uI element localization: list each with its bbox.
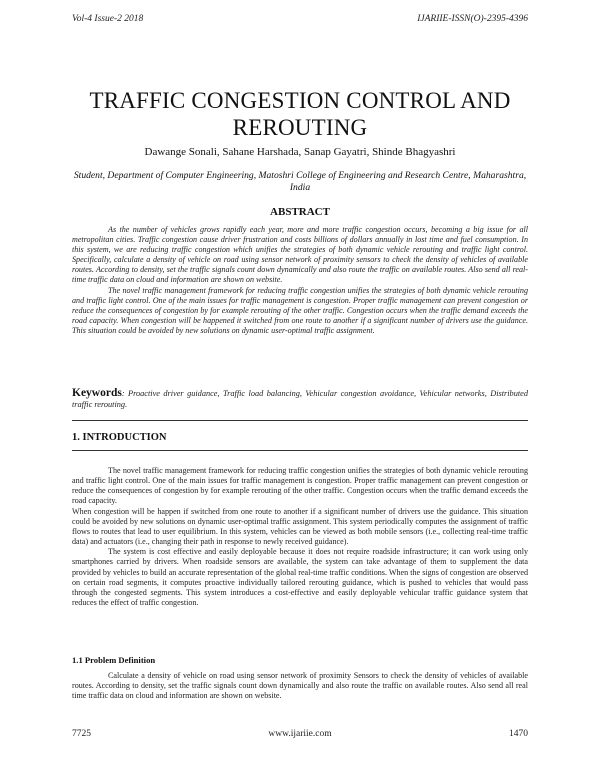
author-affiliation: Student, Department of Computer Engineering, Matoshri College of Engineering and Research Centre, Maharashtra, India bbox=[73, 170, 527, 193]
keywords-block bbox=[72, 388, 528, 410]
abstract-paragraph-1: As the number of vehicles grows rapidly each year, more and more traffic congestion occurs, becoming a big issue for all metropolitan cities. Traffic congestion cause driver frustration and costs billions of dollars annually in lost time and fuel consumption. In this system, we are reducing traffic congestion which unifies the strategies of both dynamic vehicle rerouting and traffic light control. Specifically, calculate a density of vehicle on road using sensor network of proximity sensors to check the density of vehicles of available routes. According to density, set the traffic signals count down dynamically and also route the traffic on available routes. Also send all real-time traffic data on cloud and information are shown on website. bbox=[72, 225, 528, 285]
abstract-paragraph-2: The novel traffic management framework for reducing traffic congestion unifies the strategies of both dynamic vehicle rerouting and traffic light control. One of the main issues for traffic management is congestion. Proper traffic management can prevent congestion or reduce the consequences of congestion by for example rerouting of the other traffic. Congestion occurs when the traffic demand exceeds the road capacity. When congestion will be happened it switched from one route to another if a significant number of drivers use the guidance. This situation could be avoided by new solutions on dynamic user-optimal traffic assignment. bbox=[72, 285, 528, 335]
footer-page-number: 1470 bbox=[509, 729, 528, 739]
problem-definition-body bbox=[72, 671, 528, 701]
problem-definition-heading: 1.1 Problem Definition bbox=[72, 655, 156, 665]
paper-title: TRAFFIC CONGESTION CONTROL AND REROUTING bbox=[89, 88, 511, 141]
section-divider-top bbox=[72, 420, 528, 421]
keywords-text: : Proactive driver guidance, Traffic load balancing, Vehicular congestion avoidance, Vehicular networks, Distributed traffic rerouting. bbox=[72, 389, 528, 409]
introduction-heading: 1. INTRODUCTION bbox=[72, 432, 167, 443]
running-header-issn: IJARIIE-ISSN(O)-2395-4396 bbox=[417, 14, 528, 24]
abstract-heading: ABSTRACT bbox=[270, 206, 330, 218]
introduction-body bbox=[72, 466, 528, 608]
author-list: Dawange Sonali, Sahane Harshada, Sanap Gayatri, Shinde Bhagyashri bbox=[144, 146, 456, 158]
footer-page-id: 7725 bbox=[72, 729, 91, 739]
intro-paragraph-3: The system is cost effective and easily deployable because it does not require roadside infrastructure; it can work using only smartphones carried by drivers. When roadside sensors are available, the system can take advantage of them to supplement the data provided by vehicles to build an accurate representation of the global real-time traffic conditions. When the signs of congestion are observed on certain road segments, it computes proactive individually tailored rerouting guidance, which is pushed to vehicles that would pass through the congested segments. This system introduces a cost-effective and easily deployable vehicular traffic guidance system that reduces the effect of traffic congestion. bbox=[72, 547, 528, 608]
abstract-body bbox=[72, 225, 528, 336]
section-divider-bottom bbox=[72, 450, 528, 451]
running-header-volume: Vol-4 Issue-2 2018 bbox=[72, 14, 144, 24]
intro-paragraph-2: When congestion will be happen if switched from one route to another if a significant number of drivers use the guidance. This situation could be avoided by new solutions on dynamic user-optimal traffic assignment. This system periodically computes the assignment of traffic flows to routes that lead to user equilibrium. In this system, vehicles can be viewed as both mobile sensors (i.e., collecting real-time traffic data) and actuators (i.e., changing their path in response to newly received guidance). bbox=[72, 506, 528, 547]
keywords-label: Keywords bbox=[72, 387, 122, 399]
intro-paragraph-1: The novel traffic management framework for reducing traffic congestion unifies the strategies of both dynamic vehicle rerouting and traffic light control. One of the main issues for traffic management is congestion. Proper traffic management can prevent congestion or reduce the consequences of congestion by for example rerouting of the other traffic. Congestion occurs when the traffic demand exceeds the road capacity. bbox=[72, 466, 528, 506]
footer-website: www.ijariie.com bbox=[268, 729, 332, 739]
problem-paragraph: Calculate a density of vehicle on road using sensor network of proximity Sensors to check the density of vehicles of available routes. According to density, set the traffic signals count down dynamically and also route the traffic on available routes. Also send all real time traffic data on cloud and information are shown on website. bbox=[72, 671, 528, 701]
